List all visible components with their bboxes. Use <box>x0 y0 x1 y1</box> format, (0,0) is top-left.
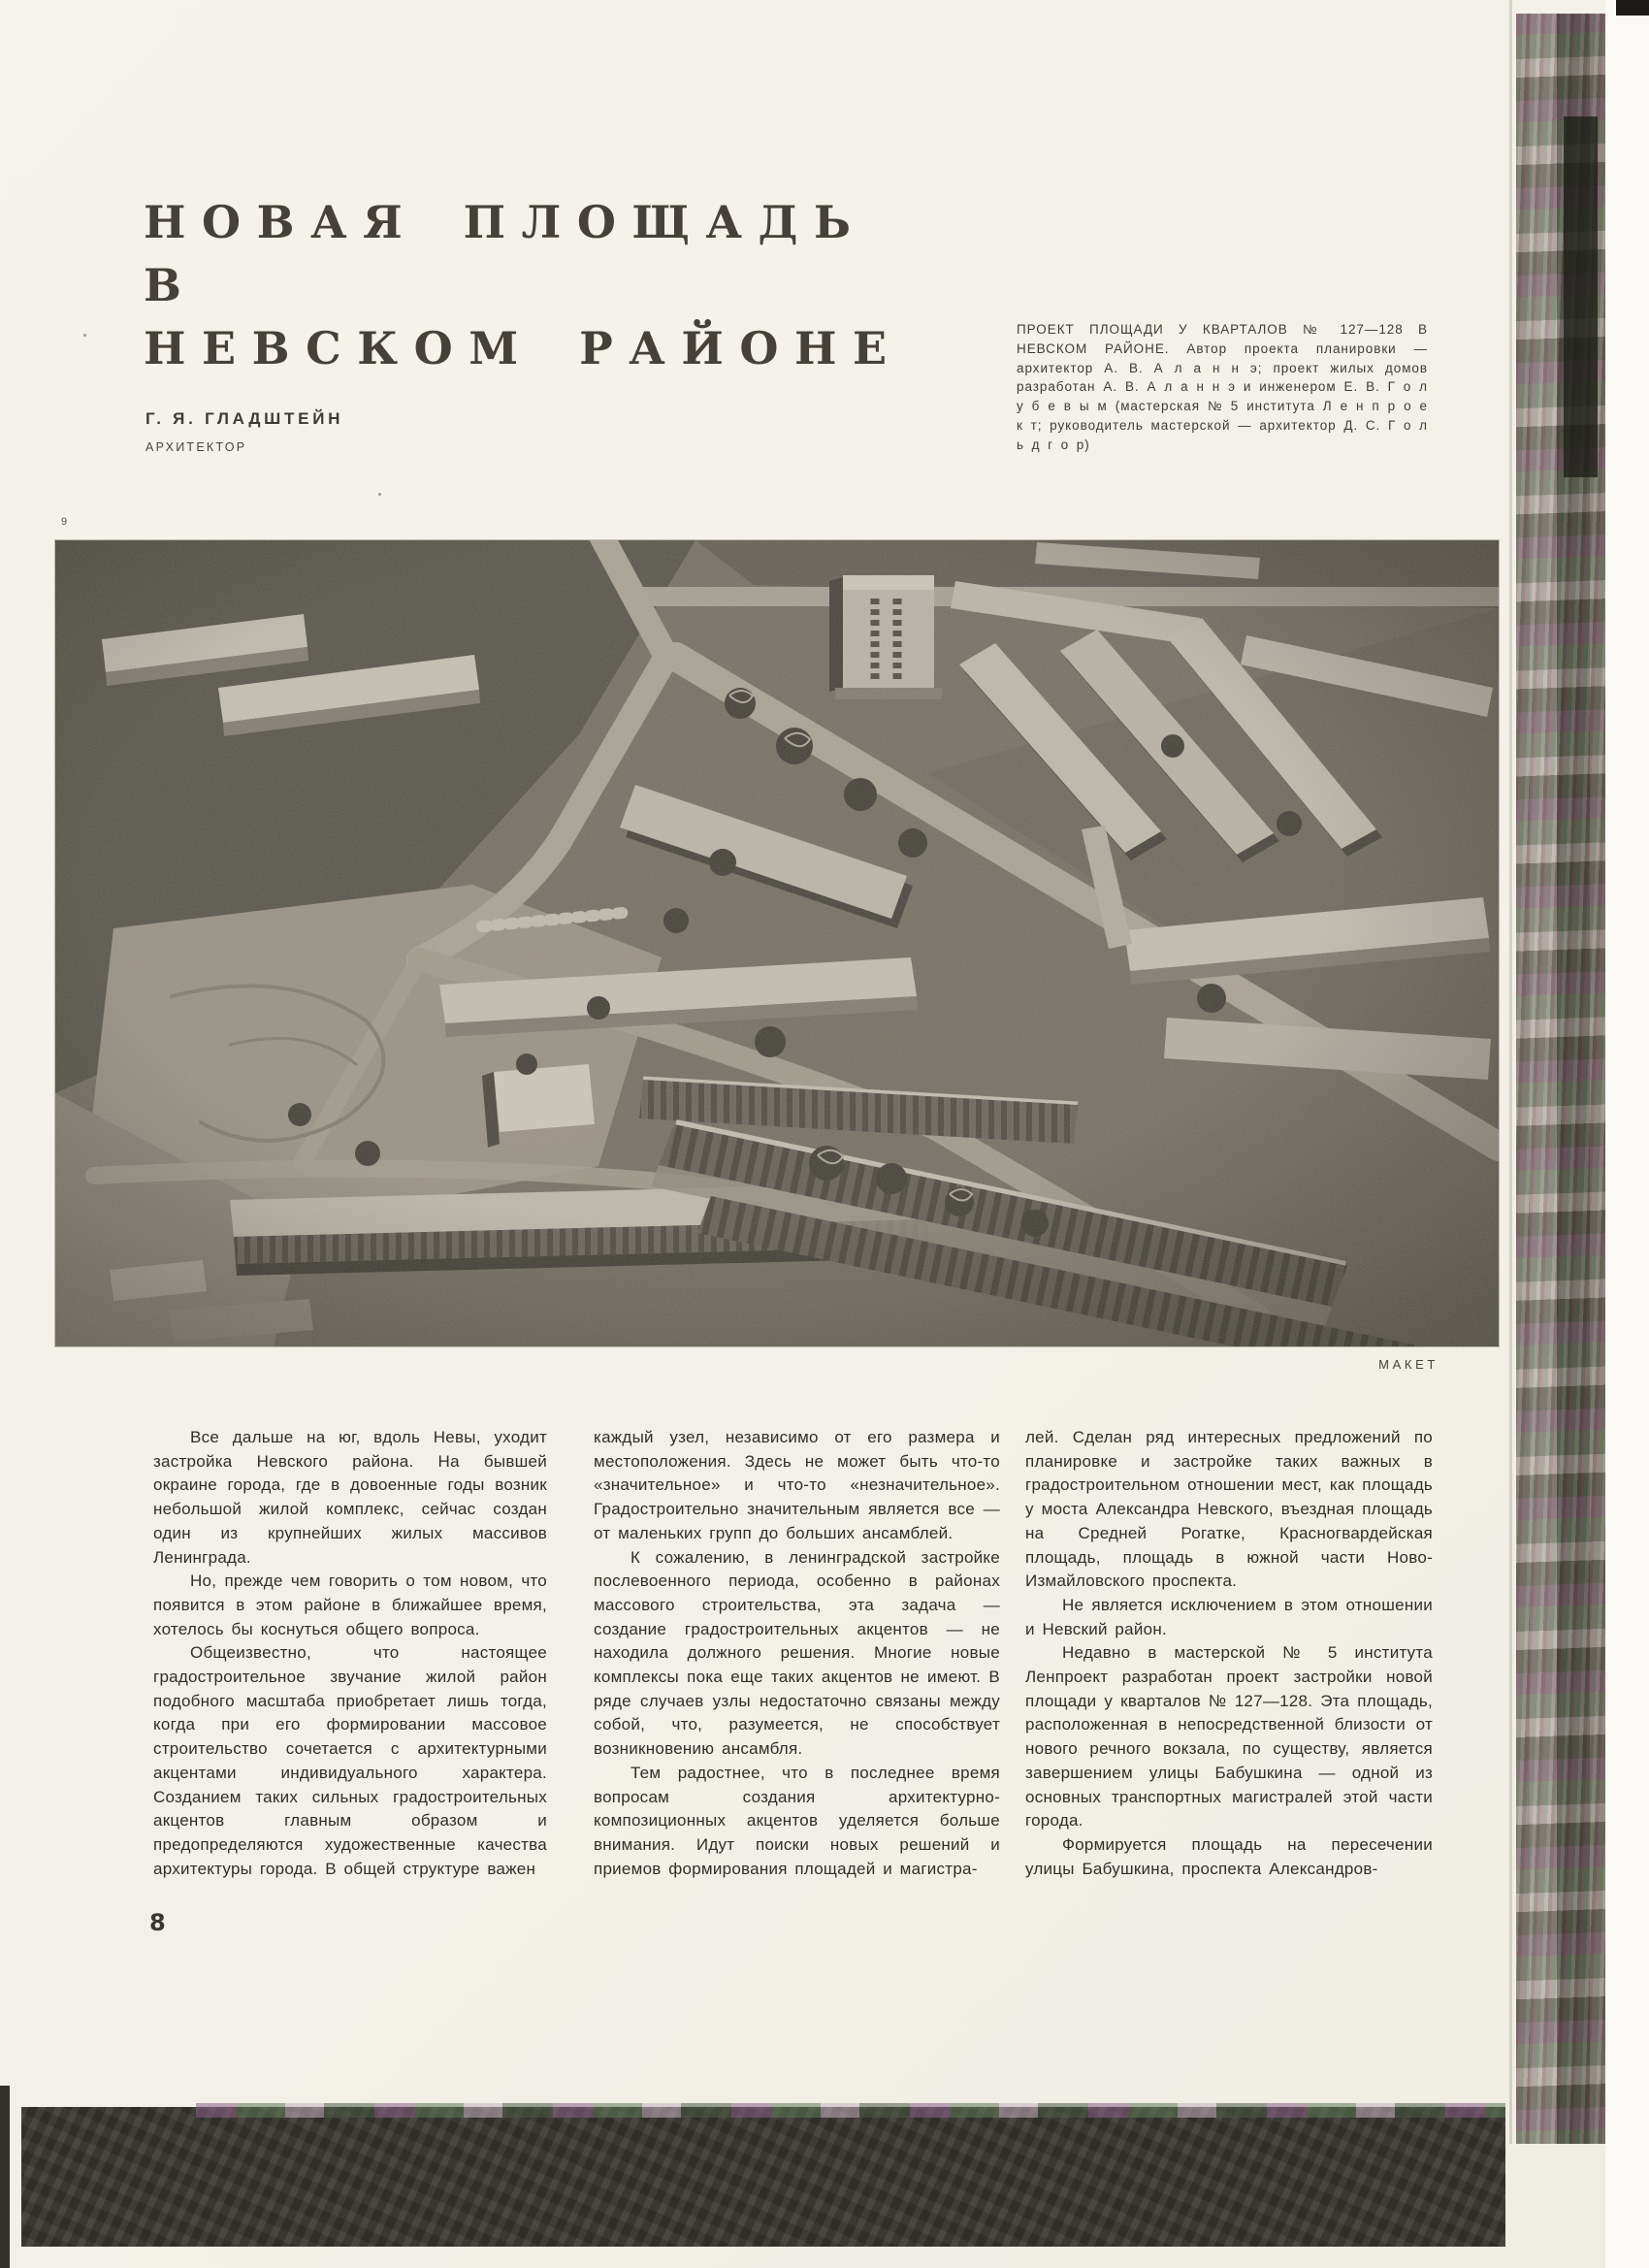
paragraph: лей. Сделан ряд интересных предложений по планировке и застройке таких важных в градостроительном отношении мест, как площадь у моста Александра Невского, въездная площадь на Средней Рогатке, Красногвардейская площадь, площадь в южной части Ново-Измайловского проспекта. <box>1025 1428 1433 1591</box>
page-number: 8 <box>149 1909 166 1936</box>
text-column-2 <box>594 1426 1000 1881</box>
paragraph: каждый узел, независимо от его размера и местоположения. Здесь не может быть что-то «значительное» и что-то «незначительное». Градостроительно значительным является все — от маленьких групп до больших ансамблей. <box>594 1428 1000 1542</box>
page-edge-crease <box>1509 0 1512 2144</box>
model-photo-art <box>55 540 1499 1346</box>
photo-grain-overlay <box>55 540 1499 1346</box>
bottom-ink-band <box>21 2107 1505 2247</box>
article-title-line-2: В <box>144 259 198 311</box>
print-registration-mark: 9 <box>61 516 68 528</box>
text-column-3 <box>1025 1426 1433 1881</box>
scan-left-edge <box>0 2086 10 2268</box>
text-column-1 <box>153 1426 547 1881</box>
paragraph: Не является исключением в этом отношении и Невский район. <box>1025 1595 1433 1638</box>
article-title-line-1: НОВАЯ ПЛОЩАДЬ <box>144 196 867 248</box>
scan-artifact-dark-bar <box>1564 116 1598 477</box>
paragraph: Недавно в мастерской № 5 института Ленпроект разработан проект застройки новой площади у кварталов № 127—128. Эта площадь, расположенная в непосредственной близости от нового речного вокзала, по существу, является завершением улицы Бабушкина — одной из основных транспортных магистралей этой части города. <box>1025 1643 1433 1831</box>
paper-speck <box>83 334 86 337</box>
scan-right-margin <box>1605 0 1649 2268</box>
author-name: Г. Я. ГЛАДШТЕЙН <box>146 409 344 428</box>
paragraph: Формируется площадь на пересечении улицы Бабушкина, проспекта Александров- <box>1025 1834 1433 1878</box>
scan-corner-mark <box>1616 0 1649 16</box>
author-role: АРХИТЕКТОР <box>146 440 247 454</box>
scan-artifact-band <box>1516 14 1605 2144</box>
photo-caption: МАКЕТ <box>1378 1357 1439 1372</box>
paragraph: Тем радостнее, что в последнее время вопросам создания архитектурно-композиционных акцентов уделяется больше внимания. Идут поиски новых решений и приемов формирования площадей и магистра- <box>594 1763 1000 1878</box>
paragraph: Общеизвестно, что настоящее градостроительное звучание жилой район подобного масштаба приобретает лишь тогда, когда при его формировании массовое строительство сочетается с архитектурными акцентами индивидуального характера. Созданием таких сильных градостроительных акцентов главным образом и предопределяются художественные качества архитектуры города. В общей структуре важен <box>153 1643 547 1878</box>
model-photo <box>55 540 1499 1346</box>
paper-speck <box>378 493 381 496</box>
paragraph: К сожалению, в ленинградской застройке послевоенного периода, особенно в районах массового строительства, эта задача — создание градостроительных акцентов — не находила должного решения. Многие новые комплексы пока еще таких акцентов не имеют. В ряде случаев узлы недостаточно связаны между собой, что, разумеется, не способствует возникновению ансамбля. <box>594 1547 1000 1759</box>
paragraph: Но, прежде чем говорить о том новом, что появится в этом районе в ближайшее время, хотелось бы коснуться общего вопроса. <box>153 1571 547 1638</box>
project-caption: ПРОЕКТ ПЛОЩАДИ У КВАРТАЛОВ № 127—128 В НЕВСКОМ РАЙОНЕ. Автор проекта планировки — архитектор А. В. А л а н н э; проект жилых домов разработан А. В. А л а н н э и инженером Е. В. Г о л у б е в ы м (мастерская № 5 института Л е н п р о е к т; руководитель мастерской — архитектор Д. С. Г о л ь д г о р) <box>1017 322 1428 452</box>
article-title-line-3: НЕВСКОМ РАЙОНЕ <box>144 322 903 374</box>
paragraph: Все дальше на юг, вдоль Невы, уходит застройка Невского района. На бывшей окраине города, где в довоенные годы возник небольшой жилой комплекс, сейчас создан один из крупнейших жилых массивов Ленинграда. <box>153 1428 547 1567</box>
